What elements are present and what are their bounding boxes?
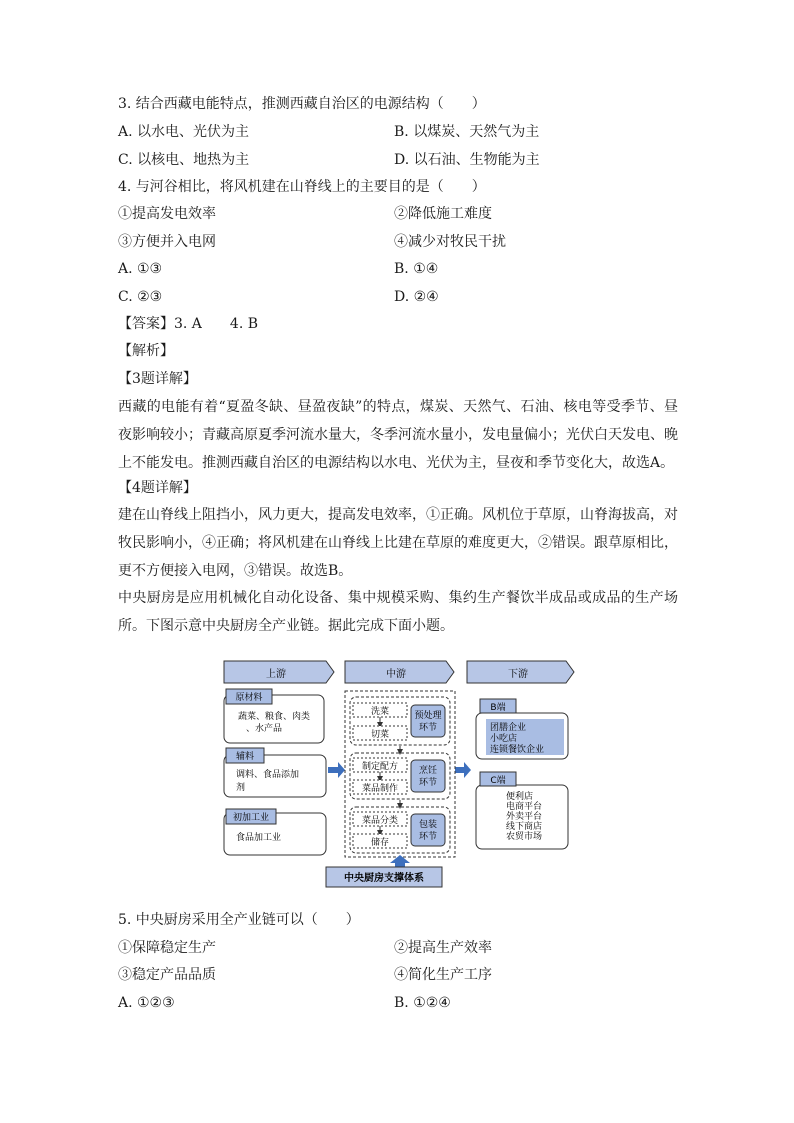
downstream-c-line5: 农贸市场: [506, 832, 543, 842]
phase-packaging-1: 包装: [418, 820, 438, 830]
auxiliary-line2: 剂: [236, 783, 246, 793]
stage-midstream-label: 中游: [386, 669, 406, 680]
stage-upstream: [224, 661, 334, 683]
detail4-label: 【4题详解】: [118, 480, 197, 496]
q5-stem: 5. 中央厨房采用全产业链可以（ ）: [118, 912, 360, 928]
downstream-b-line2: 小吃店: [490, 734, 518, 744]
arrow-up-to-mid: [328, 762, 345, 778]
q4-option-b: B. ①④: [394, 261, 439, 277]
raw-materials-title: 原材料: [235, 693, 263, 703]
answer-text: 3. A 4. B: [174, 316, 259, 332]
downstream-b: [476, 699, 568, 759]
mid-group-preprocess: [350, 697, 450, 745]
detail3-text: 西藏的电能有着“夏盈冬缺、昼盈夜缺”的特点，煤炭、天然气、石油、核电等受季节、昼夜影响较小；青藏高原夏季河流水量大，冬季河流水量小，发电量偏小；光伏白天发电、晚上不能发电。推测西藏自治区的电源结构以水电、光伏为主，昼夜和季节变化大，故选A。: [118, 399, 678, 471]
step-make: 菜品制作: [361, 784, 399, 794]
answer-label: 【答案】: [118, 316, 174, 332]
phase-preprocess-1: 预处理: [414, 711, 442, 721]
upstream-auxiliary: [224, 748, 326, 797]
upstream-primary-processing: [224, 809, 326, 855]
q3-option-b: B. 以煤炭、天然气为主: [394, 124, 540, 140]
phase-cooking-2: 环节: [418, 778, 438, 788]
answer-line: [118, 314, 258, 334]
analysis-label: 【解析】: [118, 343, 174, 359]
mid-group-cooking: [350, 753, 450, 799]
q4-item-1: ①提高发电效率: [118, 206, 216, 222]
phase-preprocess-2: 环节: [418, 723, 438, 733]
phase-cooking-1: 烹饪: [418, 766, 438, 776]
q3-option-d: D. 以石油、生物能为主: [394, 152, 540, 168]
q4-option-a: A. ①③: [118, 261, 163, 277]
q5-item-3: ③稳定产品品质: [118, 967, 216, 983]
q5-option-b: B. ①②④: [394, 995, 451, 1011]
detail3-label: 【3题详解】: [118, 371, 197, 387]
q3-option-c: C. 以核电、地热为主: [118, 152, 250, 168]
q4-option-d: D. ②④: [394, 289, 439, 305]
step-wash: 洗菜: [370, 707, 390, 717]
downstream-b-line3: 连锁餐饮企业: [490, 745, 545, 755]
stage-midstream: [345, 661, 454, 683]
q5-item-1: ①保障稳定生产: [118, 940, 216, 956]
stage-upstream-label: 上游: [266, 669, 286, 680]
step-recipe: 制定配方: [361, 762, 399, 772]
downstream-c-line4: 线下商店: [506, 822, 543, 832]
industry-chain-diagram: [218, 657, 580, 889]
intro-text: 中央厨房是应用机械化自动化设备、集中规模采购、集约生产餐饮半成品或成品的生产场所。下图示意中央厨房全产业链。据此完成下面小题。: [118, 590, 678, 634]
arrow-mid-to-down: [455, 762, 471, 778]
q3-stem: 3. 结合西藏电能特点，推测西藏自治区的电源结构（ ）: [118, 96, 486, 112]
q3-option-a: A. 以水电、光伏为主: [118, 124, 250, 140]
stage-downstream: [467, 661, 574, 683]
diagram-svg: [218, 657, 580, 889]
downstream-c-title: C端: [490, 776, 506, 786]
auxiliary-title: 辅料: [235, 752, 255, 762]
q4-stem: 4. 与河谷相比，将风机建在山脊线上的主要目的是（ ）: [118, 179, 486, 195]
stage-downstream-label: 下游: [508, 669, 528, 680]
detail4-text: 建在山脊线上阻挡小，风力更大，提高发电效率，①正确。风机位于草原，山脊海拔高，对牧民影响小，④正确；将风机建在山脊线上比建在草原的难度更大，②错误。跟草原相比，更不方便接入电网，③错误。故选B。: [118, 507, 678, 579]
primary-processing-title: 初加工业: [232, 813, 270, 823]
auxiliary-line1: 调料、食品添加: [236, 770, 300, 780]
q4-item-4: ④减少对牧民干扰: [394, 234, 506, 250]
support-label: 中央厨房支撑体系: [344, 873, 424, 884]
step-cut: 切菜: [370, 730, 390, 740]
q4-item-2: ②降低施工难度: [394, 206, 492, 222]
primary-processing-line1: 食品加工业: [236, 833, 282, 843]
phase-packaging-2: 环节: [418, 832, 438, 842]
downstream-c-line3: 外卖平台: [506, 812, 543, 822]
q4-option-c: C. ②③: [118, 289, 163, 305]
downstream-c-line2: 电商平台: [506, 802, 543, 812]
q5-item-4: ④简化生产工序: [394, 967, 492, 983]
q5-option-a: A. ①②③: [118, 995, 175, 1011]
downstream-b-title: B端: [490, 703, 506, 713]
raw-materials-line2: 、水产品: [245, 724, 283, 734]
downstream-c: [476, 772, 568, 849]
step-sort: 菜品分类: [361, 816, 399, 826]
q4-item-3: ③方便并入电网: [118, 234, 216, 250]
q5-item-2: ②提高生产效率: [394, 940, 492, 956]
raw-materials-line1: 蔬菜、粮食、肉类: [237, 712, 311, 722]
step-store: 储存: [370, 838, 390, 848]
mid-group-packaging: [350, 807, 450, 853]
downstream-b-line1: 团膳企业: [490, 723, 527, 733]
upstream-raw-materials: [224, 689, 324, 743]
downstream-c-line1: 便利店: [506, 792, 534, 802]
